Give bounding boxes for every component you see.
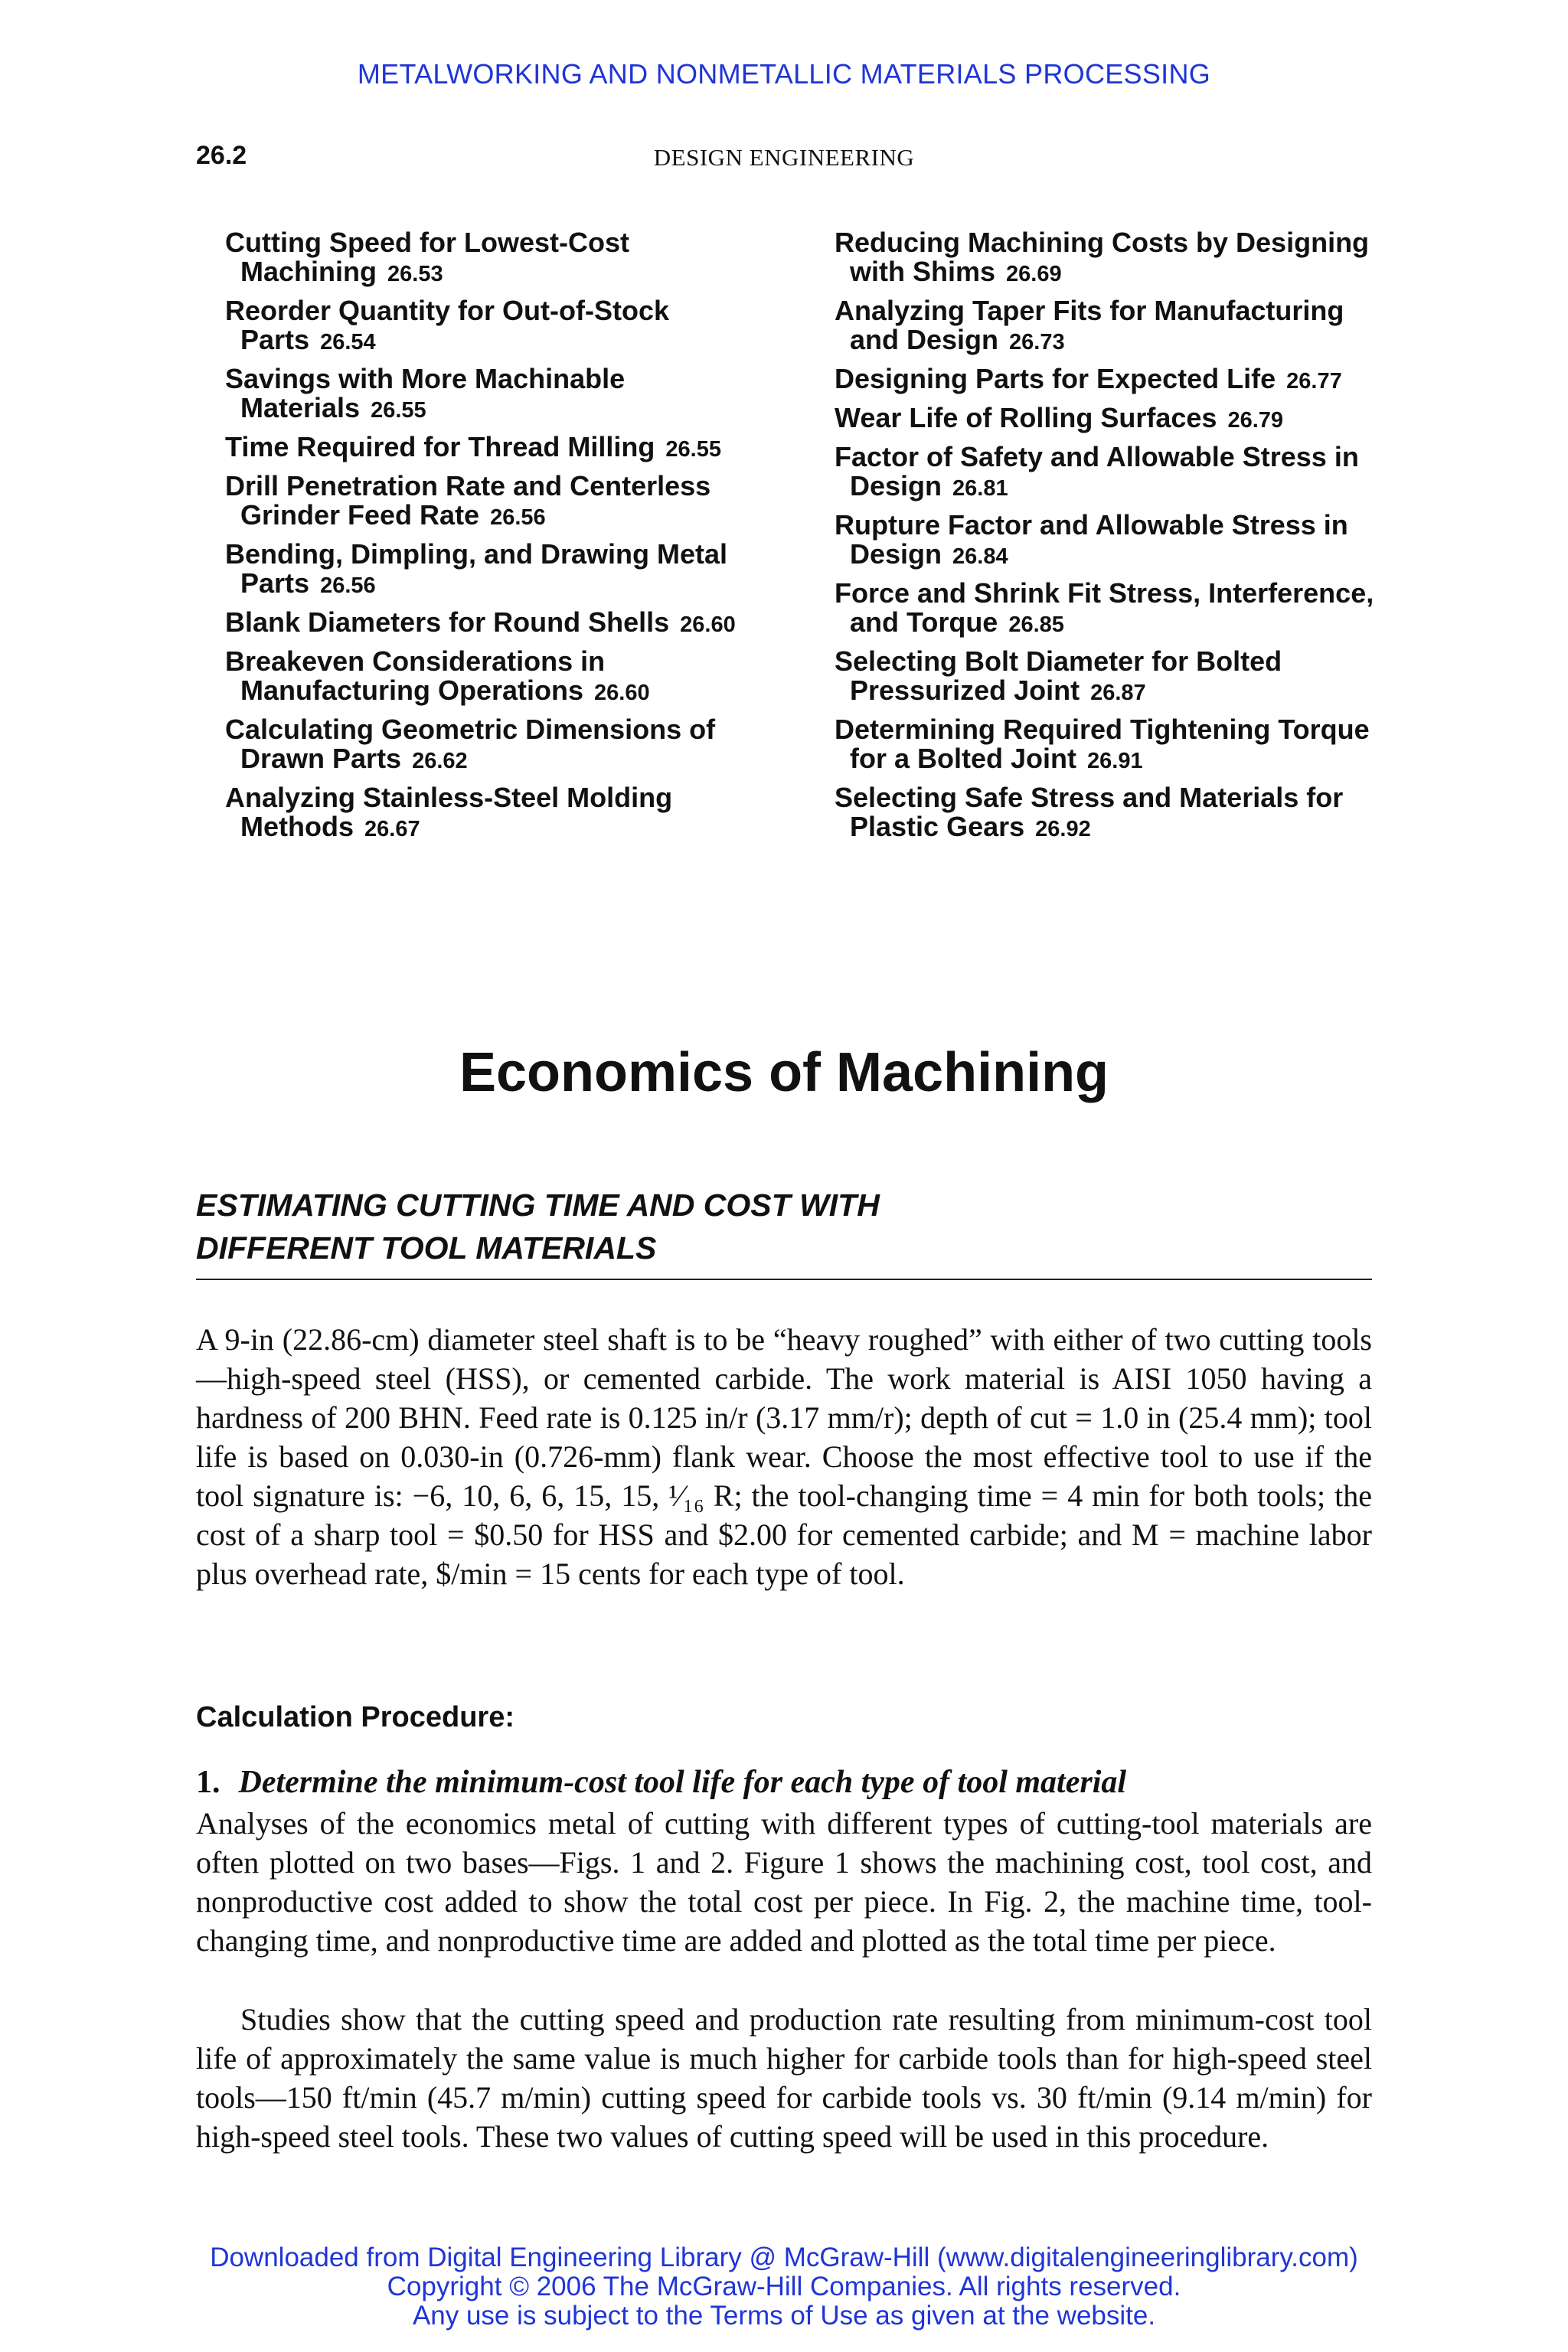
toc-item-page: 26.62 <box>412 749 468 773</box>
toc-item[interactable] <box>835 403 1386 435</box>
toc-item[interactable] <box>835 783 1386 844</box>
footer <box>0 2243 1568 2331</box>
footer-download-link[interactable]: Downloaded from Digital Engineering Library @ McGraw-Hill (www.digitalengineeringlibrary.com) <box>210 2243 1358 2272</box>
toc-item-page: 26.56 <box>490 505 546 530</box>
toc-item[interactable] <box>225 364 776 425</box>
toc-item[interactable] <box>225 608 776 639</box>
toc-item[interactable] <box>225 228 776 289</box>
page-number: 26.2 <box>196 141 247 170</box>
toc-item-page: 26.73 <box>1009 330 1065 354</box>
toc-item[interactable] <box>225 433 776 464</box>
toc-item-title: Drill Penetration Rate and Centerless Grinder Feed Rate <box>225 470 711 531</box>
toc-item-title: Determining Required Tightening Torque for a Bolted Joint <box>835 714 1370 774</box>
toc-item-page: 26.60 <box>594 681 650 705</box>
toc-item-title: Selecting Bolt Diameter for Bolted Pressurized Joint <box>835 645 1282 706</box>
toc-item-page: 26.67 <box>364 817 420 841</box>
top-banner-link[interactable]: METALWORKING AND NONMETALLIC MATERIALS PROCESSING <box>357 58 1211 90</box>
toc-item-title: Selecting Safe Stress and Materials for Plastic Gears <box>835 782 1344 842</box>
toc-item-page: 26.55 <box>371 398 426 423</box>
toc-item-title: Designing Parts for Expected Life <box>835 363 1276 394</box>
toc-item[interactable] <box>225 472 776 532</box>
toc-item-page: 26.56 <box>320 573 376 598</box>
toc-item-title: Blank Diameters for Round Shells <box>225 606 670 638</box>
toc-right-column <box>835 228 1386 851</box>
toc-item-title: Rupture Factor and Allowable Stress in Design <box>835 509 1348 570</box>
step-heading <box>196 1764 1126 1801</box>
toc-item[interactable] <box>225 540 776 600</box>
chapter-title: Economics of Machining <box>459 1042 1109 1103</box>
running-head: DESIGN ENGINEERING <box>653 144 915 171</box>
toc-item-page: 26.55 <box>665 437 721 462</box>
toc-item-title: Bending, Dimpling, and Drawing Metal Parts <box>225 538 728 599</box>
toc-item-title: Analyzing Stainless-Steel Molding Methods <box>225 782 673 842</box>
toc-item-page: 26.91 <box>1087 749 1143 773</box>
toc-item-page: 26.69 <box>1006 262 1062 286</box>
toc-item[interactable] <box>835 647 1386 707</box>
toc-item-title: Factor of Safety and Allowable Stress in Design <box>835 441 1359 501</box>
toc-item-title: Cutting Speed for Lowest-Cost Machining <box>225 227 629 287</box>
footer-terms-link[interactable]: Any use is subject to the Terms of Use as given at the website. <box>412 2301 1156 2331</box>
step-paragraph-2: Studies show that the cutting speed and production rate resulting from minimum-cost tool life of approximately the same value is much higher for carbide tools than for high-speed steel tools—150 ft/min (45.7 m/min) cutting speed for carbide tools vs. 30 ft/min (9.14 m/min) for high-speed steel tools. These two values of cutting speed will be used in this procedure. <box>196 2002 1372 2154</box>
toc-item[interactable] <box>835 579 1386 639</box>
toc-item-title: Breakeven Considerations in Manufacturing Operations <box>225 645 606 706</box>
toc-item-title: Reducing Machining Costs by Designing with Shims <box>835 227 1370 287</box>
toc-item[interactable] <box>835 364 1386 396</box>
toc-item[interactable] <box>835 715 1386 776</box>
toc-item-page: 26.87 <box>1090 681 1146 705</box>
toc-item[interactable] <box>225 715 776 776</box>
section-heading-line1: ESTIMATING CUTTING TIME AND COST WITH <box>196 1187 880 1223</box>
toc-item[interactable] <box>835 296 1386 357</box>
section-divider <box>196 1279 1372 1280</box>
toc-item-page: 26.77 <box>1286 369 1342 394</box>
step-title: Determine the minimum-cost tool life for each type of tool material <box>238 1765 1127 1800</box>
step-paragraph-1: Analyses of the economics metal of cutting with different types of cutting-tool materials are often plotted on two bases—Figs. 1 and 2. Figure 1 shows the machining cost, tool cost, and nonproductive cost added to show the total cost per piece. In Fig. 2, the machine time, tool-changing time, and nonproductive time are added and plotted as the total time per piece. <box>196 1806 1372 1958</box>
toc-item[interactable] <box>225 647 776 707</box>
toc-item-title: Analyzing Taper Fits for Manufacturing and Design <box>835 295 1344 355</box>
toc-item-page: 26.81 <box>952 476 1008 501</box>
toc-item-page: 26.85 <box>1008 612 1064 637</box>
toc-item[interactable] <box>835 443 1386 503</box>
toc-item-page: 26.54 <box>320 330 376 354</box>
problem-statement: A 9-in (22.86-cm) diameter steel shaft is to be “heavy roughed” with either of two cutting tools—high-speed steel (HSS), or cemented carbide. The work material is AISI 1050 having a hardness of 200 BHN. Feed rate is 0.125 in/r (3.17 mm/r); depth of cut = 1.0 in (25.4 mm); tool life is based on 0.030-in (0.726-mm) flank wear. Choose the most effective tool to use if the tool signature is: −6, 10, 6, 6, 15, 15, ¹⁄₁₆ R; the tool-changing time = 4 min for both tools; the cost of a sharp tool = $0.50 for HSS and $2.00 for cemented carbide; and M = machine labor plus overhead rate, $/min = 15 cents for each type of tool. <box>196 1322 1372 1591</box>
section-heading-line2: DIFFERENT TOOL MATERIALS <box>196 1230 657 1266</box>
footer-copyright: Copyright © 2006 The McGraw-Hill Companies. All rights reserved. <box>387 2272 1181 2301</box>
step-number: 1. <box>196 1765 220 1800</box>
toc-item-page: 26.79 <box>1227 408 1284 433</box>
toc-item-page: 26.60 <box>680 612 736 637</box>
toc-item-title: Reorder Quantity for Out-of-Stock Parts <box>225 295 670 355</box>
toc-item-title: Savings with More Machinable Materials <box>225 363 626 423</box>
toc-item[interactable] <box>225 783 776 844</box>
toc-item[interactable] <box>835 511 1386 571</box>
toc-item-page: 26.92 <box>1035 817 1091 841</box>
toc-item-title: Wear Life of Rolling Surfaces <box>835 402 1217 433</box>
toc-item-title: Force and Shrink Fit Stress, Interference, and Torque <box>835 577 1374 638</box>
toc-left-column <box>225 228 776 851</box>
toc-item[interactable] <box>225 296 776 357</box>
toc-item-title: Calculating Geometric Dimensions of Drawn Parts <box>225 714 716 774</box>
toc-item-page: 26.84 <box>952 544 1008 569</box>
toc-item-page: 26.53 <box>387 262 443 286</box>
toc-item-title: Time Required for Thread Milling <box>225 431 655 462</box>
toc-item[interactable] <box>835 228 1386 289</box>
calculation-procedure-heading: Calculation Procedure: <box>196 1701 514 1733</box>
section-heading <box>196 1184 1372 1269</box>
